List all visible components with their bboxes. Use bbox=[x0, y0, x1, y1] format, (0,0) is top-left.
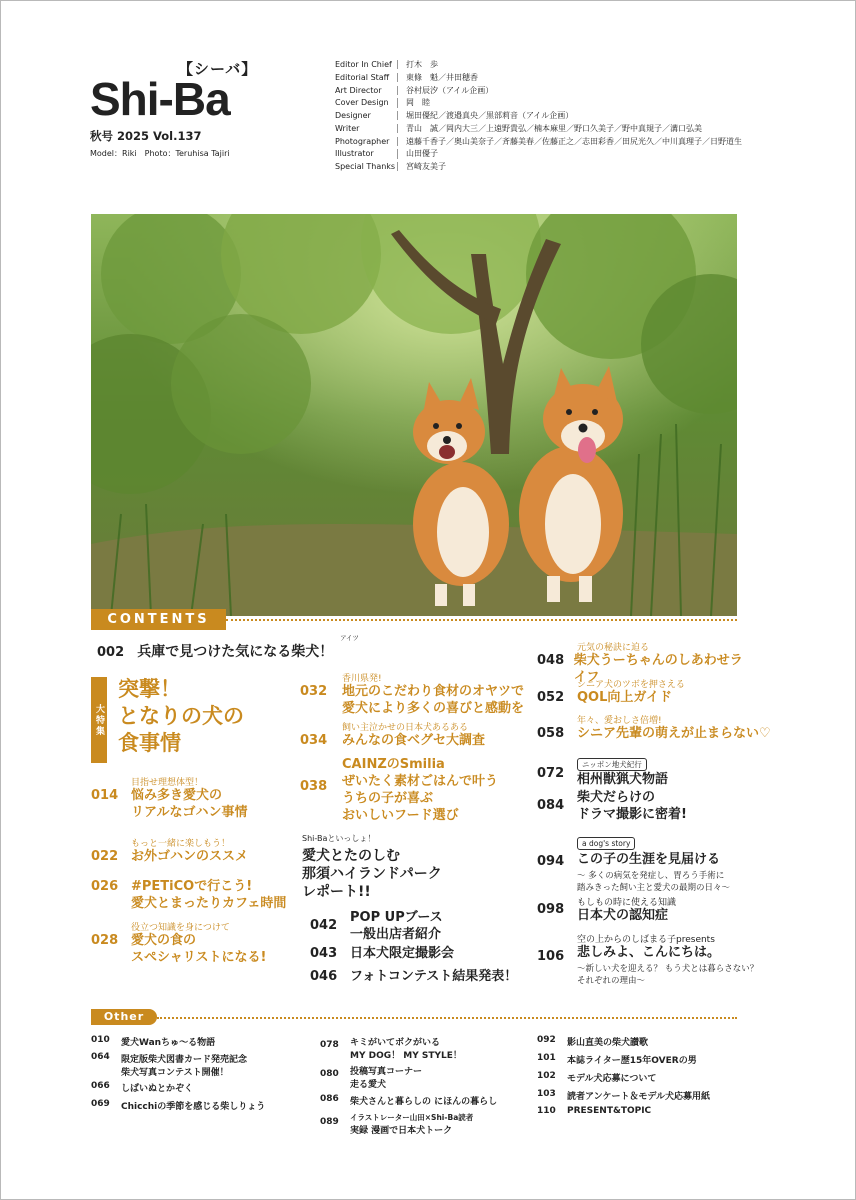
toc-item[interactable] bbox=[91, 775, 291, 822]
toc-title-line: 一般出店者紹介 bbox=[350, 926, 442, 942]
toc-kicker: 役立つ知識を身につけて bbox=[131, 923, 230, 933]
toc-kicker: シニア犬のツボを押さえる bbox=[577, 680, 685, 690]
toc-subtitle-line: それぞれの理由〜 bbox=[577, 975, 646, 986]
credit-row bbox=[335, 149, 755, 158]
other-page-number: 010 bbox=[91, 1035, 110, 1045]
toc-page-number: 084 bbox=[537, 798, 565, 813]
toc-kicker: もしもの時に使える知識 bbox=[577, 898, 677, 908]
toc-kicker: 目指せ理想体型！ bbox=[131, 778, 204, 788]
credit-row bbox=[335, 111, 755, 120]
toc-page-number: 072 bbox=[537, 766, 565, 781]
credit-row bbox=[335, 162, 755, 171]
issue-number: 秋号 2025 Vol.137 bbox=[90, 129, 202, 143]
toc-title-line: 日本犬限定撮影会 bbox=[350, 946, 455, 961]
contents-label: CONTENTS bbox=[91, 609, 226, 630]
credit-names: 岡 睦 bbox=[397, 98, 755, 107]
credit-names: 堀田優紀／渡邉真央／黒部莉音（アイル企画） bbox=[397, 111, 755, 120]
toc-page-number: 048 bbox=[537, 653, 565, 668]
credit-role: Designer bbox=[335, 111, 371, 121]
other-item[interactable] bbox=[320, 1064, 422, 1090]
toc-item[interactable] bbox=[537, 831, 767, 893]
credit-role: Cover Design bbox=[335, 98, 389, 108]
toc-title-line: スペシャリストになる! bbox=[131, 949, 267, 965]
other-title-line: 愛犬Wanちゅ〜る物語 bbox=[121, 1038, 216, 1048]
other-item[interactable] bbox=[537, 1089, 710, 1102]
toc-item[interactable] bbox=[537, 677, 752, 707]
other-title-line: モデル犬応募について bbox=[567, 1074, 657, 1084]
toc-title-line: ぜいたく素材ごはんで叶う bbox=[342, 773, 499, 789]
other-item[interactable] bbox=[537, 1053, 697, 1066]
toc-kicker: 元気の秘訣に迫る bbox=[577, 643, 650, 653]
other-item[interactable] bbox=[91, 1035, 215, 1048]
other-item[interactable] bbox=[537, 1106, 651, 1116]
toc-kicker: 空の上からのしばまる子presents bbox=[577, 935, 715, 945]
nasu-kicker: Shi-Baといっしょ！ bbox=[302, 834, 376, 843]
toc-page-number: 022 bbox=[91, 849, 119, 864]
other-page-number: 080 bbox=[320, 1069, 339, 1079]
feature-title-line: となりの犬の bbox=[118, 703, 244, 728]
credit-role: Photographer bbox=[335, 136, 390, 146]
toc-item[interactable] bbox=[91, 920, 291, 967]
toc-title-line: おいしいフード選び bbox=[342, 807, 459, 823]
toc-title-line: みんなの食ベグセ大調査 bbox=[342, 733, 486, 748]
toc-kicker: もっと一緒に楽しもう！ bbox=[131, 839, 231, 849]
toc-kicker: 香川県発! bbox=[342, 674, 382, 684]
credit-names: 遠藤千香子／奥山美奈子／斉藤美春／佐藤正之／志田彩香／田尻光久／中川真理子／日野道生 bbox=[397, 137, 755, 146]
other-page-number: 089 bbox=[320, 1117, 339, 1127]
other-page-number: 102 bbox=[537, 1071, 556, 1081]
credit-role: Editor In Chief bbox=[335, 60, 392, 69]
other-page-number: 078 bbox=[320, 1040, 339, 1050]
other-item[interactable] bbox=[320, 1035, 462, 1061]
toc-item[interactable] bbox=[537, 752, 752, 789]
nasu-title[interactable] bbox=[302, 847, 442, 902]
other-title-line: 限定版柴犬図書カード発売記念 bbox=[121, 1055, 248, 1065]
toc-item[interactable] bbox=[310, 946, 454, 963]
credit-row bbox=[335, 86, 755, 95]
toc-lead-item[interactable] bbox=[97, 641, 333, 661]
toc-page-number: 042 bbox=[310, 918, 338, 933]
other-page-number: 086 bbox=[320, 1094, 339, 1104]
nasu-title-line: 愛犬とたのしむ bbox=[302, 848, 400, 864]
toc-item[interactable] bbox=[537, 895, 752, 925]
other-item[interactable] bbox=[537, 1035, 648, 1048]
toc-item[interactable] bbox=[310, 969, 517, 986]
toc-item[interactable] bbox=[300, 720, 530, 750]
toc-item[interactable] bbox=[91, 879, 291, 913]
other-item[interactable] bbox=[91, 1081, 193, 1094]
feature-mark: 大特集 bbox=[91, 677, 107, 763]
other-item[interactable] bbox=[91, 1099, 265, 1112]
toc-item[interactable] bbox=[91, 836, 291, 866]
other-title-line: キミがいてボクがいる bbox=[350, 1038, 441, 1048]
credit-role: Illustrator bbox=[335, 149, 374, 159]
other-item[interactable] bbox=[320, 1112, 473, 1136]
series-badge: a dog's story bbox=[577, 837, 635, 850]
other-item[interactable] bbox=[91, 1052, 247, 1078]
toc-title-line: 愛犬とまったりカフェ時間 bbox=[131, 895, 287, 911]
other-page-number: 101 bbox=[537, 1053, 556, 1063]
toc-item[interactable] bbox=[300, 757, 530, 825]
toc-page-number: 094 bbox=[537, 854, 565, 869]
toc-title-line: CAINZのSmilia bbox=[342, 757, 445, 772]
toc-page-number: 058 bbox=[537, 726, 565, 741]
toc-page-number: 002 bbox=[97, 645, 125, 660]
credit-names: 青山 誠／岡内大三／上遠野貴弘／楠本麻里／野口久美子／野中真規子／溝口弘美 bbox=[397, 124, 755, 133]
toc-title-line: うちの子が喜ぶ bbox=[342, 790, 434, 806]
toc-title-line: ドラマ撮影に密着! bbox=[577, 806, 687, 822]
other-title-line: 読者アンケート＆モデル犬応募用紙 bbox=[567, 1092, 711, 1102]
other-title-line: Chicchiの季節を感じる柴しりょう bbox=[121, 1102, 266, 1112]
toc-item[interactable] bbox=[310, 910, 443, 944]
nasu-title-line: レポート!! bbox=[302, 884, 371, 901]
ruby-text: アイツ bbox=[340, 634, 359, 642]
toc-title-line: この子の生涯を見届ける bbox=[577, 852, 721, 867]
credit-row bbox=[335, 73, 755, 82]
credit-names: 谷村辰汐（アイル企画） bbox=[397, 86, 755, 95]
credit-role: Art Director bbox=[335, 85, 382, 95]
other-title-line: イラストレーター山田×Shi-Ba読者 bbox=[350, 1113, 474, 1122]
toc-page-number: 106 bbox=[537, 949, 565, 964]
toc-item[interactable] bbox=[537, 932, 777, 986]
other-title-line: 投稿写真コーナー bbox=[350, 1067, 423, 1077]
credit-role: Editorial Staff bbox=[335, 72, 390, 82]
toc-title-line: #PETiCOで行こう! bbox=[131, 879, 253, 894]
other-title-line: 本誌ライター歴15年OVERの男 bbox=[567, 1056, 697, 1066]
credit-names: 打木 歩 bbox=[397, 60, 755, 69]
toc-title-line: QOL向上ガイド bbox=[577, 690, 672, 705]
credit-role: Special Thanks bbox=[335, 162, 396, 172]
toc-page-number: 014 bbox=[91, 788, 119, 803]
other-title-line: 走る愛犬 bbox=[350, 1080, 387, 1090]
toc-title-line: シニア先輩の萌えが止まらない♡ bbox=[577, 726, 771, 741]
feature-title-line: 食事情 bbox=[118, 730, 181, 755]
toc-page-number: 034 bbox=[300, 733, 328, 748]
staff-credits bbox=[335, 60, 755, 175]
other-item[interactable] bbox=[320, 1094, 497, 1107]
toc-title-line: 日本犬の認知症 bbox=[577, 908, 669, 923]
toc-page-number: 038 bbox=[300, 779, 328, 794]
toc-page-number: 098 bbox=[537, 902, 565, 917]
other-divider bbox=[157, 1017, 737, 1019]
contents-divider bbox=[226, 619, 737, 621]
cover-model-credit: Model：Riki Photo：Teruhisa Tajiri bbox=[90, 149, 230, 158]
toc-page-number: 026 bbox=[91, 879, 119, 894]
toc-title-line: 相州獣猟犬物語 bbox=[577, 772, 669, 787]
other-title-line: しばいぬとかぞく bbox=[121, 1084, 194, 1094]
nasu-title-line: 那須ハイランドパーク bbox=[302, 866, 442, 883]
credit-row bbox=[335, 137, 755, 146]
toc-title-line: POP UPブース bbox=[350, 910, 443, 925]
toc-item[interactable] bbox=[537, 713, 782, 743]
credit-row bbox=[335, 124, 755, 133]
credit-names: 宮崎友美子 bbox=[397, 162, 755, 171]
toc-title-line: 愛犬の食の bbox=[131, 933, 197, 948]
other-page-number: 066 bbox=[91, 1081, 110, 1091]
toc-title-line: 悲しみよ、こんにちは。 bbox=[577, 945, 721, 960]
magazine-logo: Shi-Ba bbox=[90, 73, 230, 125]
other-title-line: PRESENT&TOPIC bbox=[567, 1106, 652, 1116]
toc-kicker: 飼い主泣かせの日本犬あるある bbox=[342, 723, 469, 733]
toc-title-line: 柴犬だらけの bbox=[577, 790, 656, 805]
toc-page-number: 032 bbox=[300, 684, 328, 699]
other-title-line: MY DOG！ MY STYLE！ bbox=[350, 1051, 462, 1061]
toc-item[interactable] bbox=[300, 671, 530, 718]
credit-names: 東條 魁／井田穂香 bbox=[397, 73, 755, 82]
toc-title: 兵庫で見つけた気になる柴犬！ bbox=[137, 644, 334, 660]
toc-page-number: 046 bbox=[310, 969, 338, 984]
other-title-line: 柴犬さんと暮らしの にほんの暮らし bbox=[350, 1097, 498, 1107]
toc-page-number: 028 bbox=[91, 933, 119, 948]
feature-title-line: 突撃！ bbox=[118, 677, 181, 701]
series-badge: ニッポン地犬紀行 bbox=[577, 758, 647, 771]
toc-title-line: 悩み多き愛犬の bbox=[131, 788, 223, 803]
toc-subtitle-line: 踏みきった飼い主と愛犬の最期の日々〜 bbox=[577, 882, 731, 893]
other-page-number: 069 bbox=[91, 1099, 110, 1109]
toc-subtitle-line: 〜 多くの病気を発症し、胃ろう手術に bbox=[577, 870, 725, 881]
other-page-number: 103 bbox=[537, 1089, 556, 1099]
other-title-line: 柴犬写真コンテスト開催！ bbox=[121, 1068, 229, 1078]
credit-row bbox=[335, 98, 755, 107]
toc-title-line: 地元のこだわり食材のオヤツで bbox=[342, 684, 525, 699]
credit-role: Writer bbox=[335, 123, 360, 133]
other-page-number: 092 bbox=[537, 1035, 556, 1045]
cover-photo bbox=[91, 214, 737, 616]
credit-names: 山田優子 bbox=[397, 149, 755, 158]
toc-title-line: お外ゴハンのススメ bbox=[131, 849, 249, 864]
other-title-line: 影山直美の柴犬讃歌 bbox=[567, 1038, 649, 1048]
other-item[interactable] bbox=[537, 1071, 656, 1084]
other-page-number: 064 bbox=[91, 1052, 110, 1062]
toc-item[interactable] bbox=[537, 790, 752, 824]
other-label: Other bbox=[91, 1009, 157, 1025]
toc-page-number: 052 bbox=[537, 690, 565, 705]
toc-page-number: 043 bbox=[310, 946, 338, 961]
shiba-dogs-photo bbox=[91, 214, 737, 616]
toc-subtitle-line: 〜新しい犬を迎える？ もう犬とは暮らさない？ bbox=[577, 963, 759, 974]
feature-title[interactable] bbox=[118, 676, 244, 757]
toc-title-line: 愛犬により多くの喜びと感動を bbox=[342, 700, 525, 716]
other-page-number: 110 bbox=[537, 1106, 556, 1116]
toc-title-line: フォトコンテスト結果発表！ bbox=[350, 969, 518, 984]
magazine-subtitle: 【シーバ】 bbox=[178, 60, 258, 78]
toc-title-line: 柴犬うーちゃんのしあわせライフ bbox=[573, 653, 743, 685]
credit-row bbox=[335, 60, 755, 69]
toc-title-line: リアルなゴハン事情 bbox=[131, 804, 248, 820]
toc-kicker: 年々、愛おしさ倍増! bbox=[577, 716, 662, 726]
other-title-line: 実録 漫画で日本犬トーク bbox=[350, 1126, 453, 1136]
